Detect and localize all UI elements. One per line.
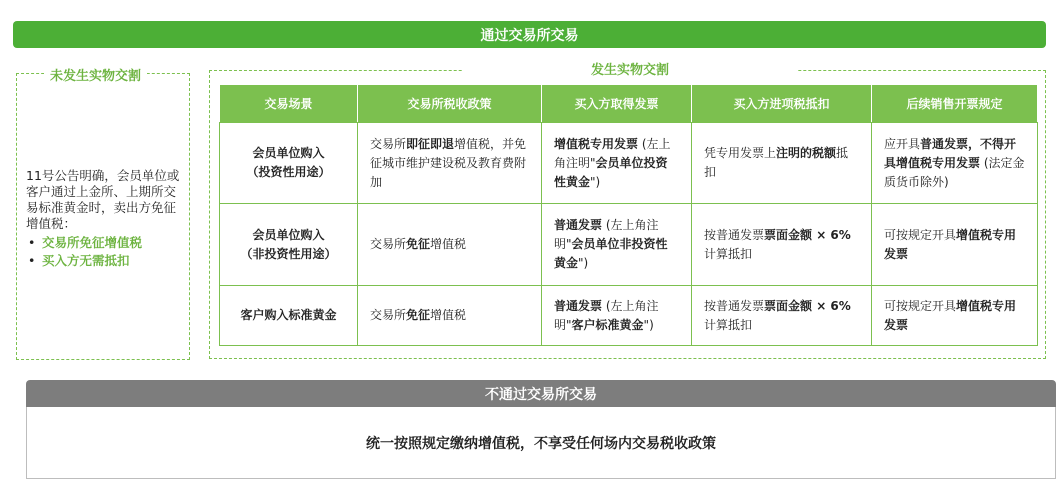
cell-text: 交易所	[370, 237, 407, 251]
cell-emphasis: 增值税专用发票	[554, 136, 639, 151]
cell-emphasis: 增值税专用发票	[884, 227, 1017, 261]
invoice-cell	[542, 204, 692, 286]
scene-line: 会员单位购入	[252, 146, 325, 160]
resale-cell	[872, 204, 1038, 286]
deduction-cell	[692, 204, 872, 286]
cell-emphasis: 免征	[406, 237, 431, 251]
cell-emphasis: 免征	[406, 308, 431, 322]
scene-line: （非投资性用途）	[240, 246, 337, 261]
cell-text: 计算抵扣	[704, 246, 753, 261]
cell-text: 按普通发票	[704, 298, 765, 313]
cell-emphasis: 客户标准黄金	[571, 317, 644, 332]
cell-text: 增值税	[430, 308, 467, 322]
invoice-cell	[542, 286, 692, 346]
cell-text: ")	[590, 174, 601, 189]
cell-emphasis: 即征即退	[406, 136, 455, 151]
header-cell: 买入方进项税抵扣	[692, 85, 872, 123]
deduction-cell	[692, 286, 872, 346]
cell-text: 交易所	[370, 308, 407, 322]
table-row	[220, 286, 1038, 346]
cell-emphasis: 普通发票	[554, 218, 603, 232]
cell-emphasis: 普通发票，不得开具增值税专用发票	[884, 136, 1017, 170]
cell-text: 按普通发票	[704, 227, 765, 242]
left-panel-text: 11号公告明确，会员单位或客户通过上金所、上期所交易标准黄金时，卖出方免征增值税：	[26, 168, 180, 231]
policy-cell	[358, 204, 542, 286]
bottom-text: 统一按照规定缴纳增值税，不享受任何场内交易税收政策	[366, 435, 716, 452]
cell-text: 凭专用发票上	[704, 146, 777, 160]
scene-line: （投资性用途）	[246, 165, 331, 179]
cell-text: 增值税	[430, 237, 467, 251]
cell-text: 交易所	[370, 136, 407, 151]
bullet-item: • 交易所免征增值税	[26, 234, 186, 252]
scene-cell	[220, 204, 358, 286]
cell-text: (左上角注明"	[554, 136, 671, 170]
policy-cell	[358, 286, 542, 346]
cell-text: (左上角注明"	[554, 298, 659, 332]
cell-text: ")	[578, 256, 589, 270]
left-panel-bullets	[26, 234, 186, 270]
bottom-banner: 不通过交易所交易	[26, 380, 1056, 407]
cell-emphasis: 注明的税额	[776, 146, 837, 160]
scene-line: 客户购入标准黄金	[240, 308, 337, 322]
scene-line: 会员单位购入	[252, 227, 325, 242]
cell-emphasis: 增值税专用发票	[884, 298, 1017, 332]
bullet-item: • 买入方无需抵扣	[26, 252, 186, 270]
right-panel-title: 发生实物交割	[462, 59, 798, 78]
cell-text: 可按规定开具	[884, 227, 957, 242]
scene-cell	[220, 286, 358, 346]
left-panel-title: 未发生实物交割	[44, 65, 147, 84]
table-row	[220, 123, 1038, 204]
cell-emphasis: 会员单位非投资性黄金	[554, 237, 668, 270]
resale-cell	[872, 123, 1038, 204]
cell-text: (法定金质货币除外)	[884, 155, 1025, 189]
policy-cell	[358, 123, 542, 204]
header-cell: 交易场景	[220, 85, 358, 123]
cell-text: 增值税，并免征城市维护建设税及教育费附加	[370, 136, 527, 189]
table-row	[220, 204, 1038, 286]
top-banner: 通过交易所交易	[13, 21, 1046, 48]
scene-cell	[220, 123, 358, 204]
table-header-row	[220, 85, 1038, 123]
cell-text: 可按规定开具	[884, 298, 957, 313]
header-cell: 交易所税收政策	[358, 85, 542, 123]
policy-table	[219, 84, 1038, 346]
cell-emphasis: 普通发票	[554, 298, 603, 313]
cell-text: 抵扣	[704, 146, 849, 179]
cell-emphasis: 票面金额 × 6%	[764, 298, 851, 313]
cell-emphasis: 会员单位投资性黄金	[554, 155, 668, 189]
cell-text: 计算抵扣	[704, 317, 753, 332]
header-cell: 后续销售开票规定	[872, 85, 1038, 123]
header-cell: 买入方取得发票	[542, 85, 692, 123]
deduction-cell	[692, 123, 872, 204]
left-panel-content	[26, 168, 186, 270]
cell-text: ")	[643, 317, 654, 332]
resale-cell	[872, 286, 1038, 346]
cell-text: 应开具	[884, 136, 921, 151]
bottom-box	[26, 407, 1056, 479]
invoice-cell	[542, 123, 692, 204]
cell-emphasis: 票面金额 × 6%	[764, 227, 851, 242]
cell-text: (左上角注明"	[554, 218, 659, 251]
